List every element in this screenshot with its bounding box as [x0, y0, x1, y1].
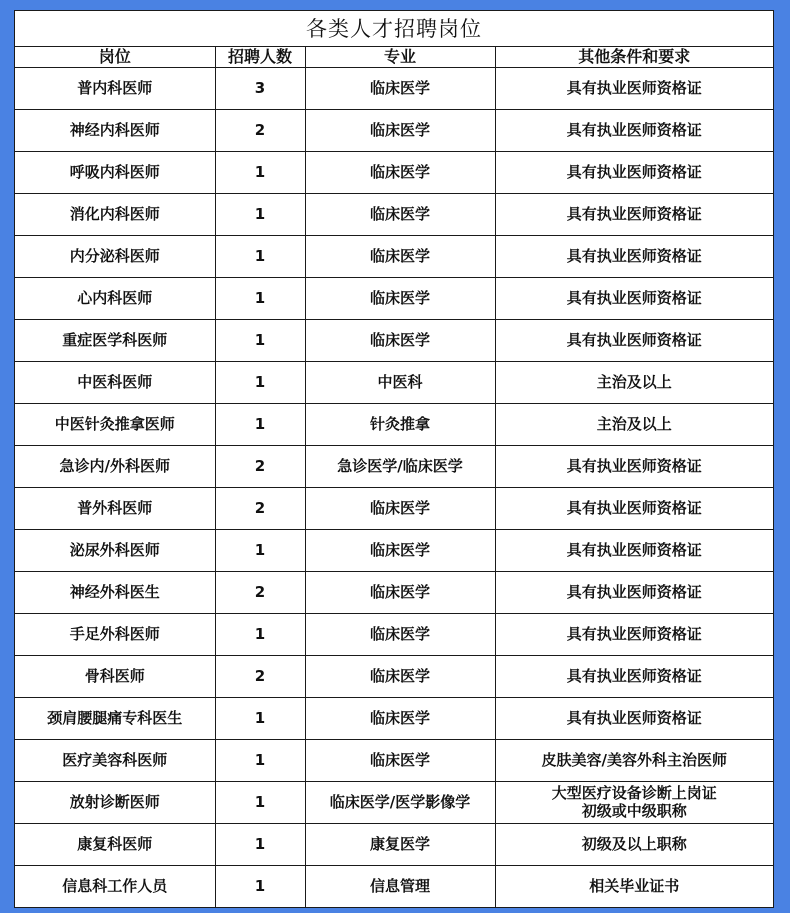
cell-position: 颈肩腰腿痛专科医生	[15, 697, 215, 739]
cell-requirements: 初级及以上职称	[495, 823, 773, 865]
cell-requirements: 具有执业医师资格证	[495, 613, 773, 655]
cell-major: 临床医学	[305, 319, 495, 361]
cell-count: 1	[215, 235, 305, 277]
header-requirements: 其他条件和要求	[495, 47, 773, 67]
cell-major: 急诊医学/临床医学	[305, 445, 495, 487]
table-row	[15, 613, 773, 655]
cell-count: 2	[215, 109, 305, 151]
table-row	[15, 445, 773, 487]
cell-requirements: 具有执业医师资格证	[495, 655, 773, 697]
cell-requirements: 具有执业医师资格证	[495, 109, 773, 151]
table-row	[15, 361, 773, 403]
cell-major: 临床医学	[305, 529, 495, 571]
cell-position: 神经外科医生	[15, 571, 215, 613]
cell-position: 心内科医师	[15, 277, 215, 319]
cell-count: 1	[215, 361, 305, 403]
cell-position: 重症医学科医师	[15, 319, 215, 361]
cell-count: 1	[215, 823, 305, 865]
cell-count: 2	[215, 445, 305, 487]
cell-count: 1	[215, 865, 305, 907]
cell-count: 1	[215, 277, 305, 319]
table-row	[15, 655, 773, 697]
cell-requirements: 具有执业医师资格证	[495, 487, 773, 529]
header-count: 招聘人数	[215, 47, 305, 67]
cell-major: 临床医学	[305, 235, 495, 277]
cell-major: 临床医学	[305, 739, 495, 781]
cell-requirements-line: 初级或中级职称	[581, 802, 687, 820]
cell-position: 放射诊断医师	[15, 781, 215, 823]
cell-position: 普内科医师	[15, 67, 215, 109]
cell-count: 1	[215, 613, 305, 655]
cell-count: 1	[215, 151, 305, 193]
cell-requirements: 具有执业医师资格证	[495, 151, 773, 193]
cell-major: 临床医学	[305, 697, 495, 739]
cell-requirements: 具有执业医师资格证	[495, 193, 773, 235]
table-row	[15, 529, 773, 571]
cell-requirements: 主治及以上	[495, 403, 773, 445]
cell-position: 呼吸内科医师	[15, 151, 215, 193]
cell-major: 临床医学	[305, 67, 495, 109]
cell-major: 临床医学	[305, 277, 495, 319]
cell-requirements: 具有执业医师资格证	[495, 445, 773, 487]
cell-count: 1	[215, 739, 305, 781]
header-position: 岗位	[15, 47, 215, 67]
cell-requirements: 具有执业医师资格证	[495, 67, 773, 109]
table-row	[15, 277, 773, 319]
cell-position: 骨科医师	[15, 655, 215, 697]
cell-major: 康复医学	[305, 823, 495, 865]
cell-major: 临床医学	[305, 613, 495, 655]
cell-count: 1	[215, 697, 305, 739]
cell-count: 2	[215, 487, 305, 529]
cell-major: 临床医学	[305, 193, 495, 235]
table-row	[15, 487, 773, 529]
header-row	[15, 47, 773, 67]
header-major: 专业	[305, 47, 495, 67]
table-row	[15, 193, 773, 235]
table-row	[15, 781, 773, 823]
cell-requirements: 具有执业医师资格证	[495, 571, 773, 613]
table-body	[15, 67, 773, 907]
cell-position: 医疗美容科医师	[15, 739, 215, 781]
cell-count: 2	[215, 571, 305, 613]
table-row	[15, 319, 773, 361]
recruitment-sheet	[14, 10, 774, 908]
cell-position: 康复科医师	[15, 823, 215, 865]
cell-count: 2	[215, 655, 305, 697]
cell-requirements: 具有执业医师资格证	[495, 235, 773, 277]
cell-position: 消化内科医师	[15, 193, 215, 235]
cell-requirements-line: 大型医疗设备诊断上岗证	[551, 784, 717, 802]
cell-major: 临床医学	[305, 571, 495, 613]
cell-count: 1	[215, 193, 305, 235]
cell-position: 信息科工作人员	[15, 865, 215, 907]
cell-requirements: 具有执业医师资格证	[495, 319, 773, 361]
cell-requirements: 具有执业医师资格证	[495, 529, 773, 571]
table-row	[15, 67, 773, 109]
cell-position: 中医科医师	[15, 361, 215, 403]
cell-position: 手足外科医师	[15, 613, 215, 655]
cell-count: 1	[215, 403, 305, 445]
cell-major: 临床医学	[305, 655, 495, 697]
table-row	[15, 403, 773, 445]
cell-count: 3	[215, 67, 305, 109]
cell-major: 针灸推拿	[305, 403, 495, 445]
table-row	[15, 865, 773, 907]
cell-count: 1	[215, 529, 305, 571]
cell-requirements: 主治及以上	[495, 361, 773, 403]
cell-position: 泌尿外科医师	[15, 529, 215, 571]
table-row	[15, 823, 773, 865]
cell-major: 临床医学	[305, 151, 495, 193]
cell-major: 中医科	[305, 361, 495, 403]
cell-position: 急诊内/外科医师	[15, 445, 215, 487]
cell-position: 神经内科医师	[15, 109, 215, 151]
cell-requirements: 具有执业医师资格证	[495, 697, 773, 739]
cell-position: 普外科医师	[15, 487, 215, 529]
sheet-title: 各类人才招聘岗位	[15, 11, 773, 47]
cell-major: 临床医学/医学影像学	[305, 781, 495, 823]
cell-major: 临床医学	[305, 109, 495, 151]
cell-requirements: 具有执业医师资格证	[495, 277, 773, 319]
table-row	[15, 739, 773, 781]
recruitment-table	[15, 47, 773, 907]
cell-requirements: 相关毕业证书	[495, 865, 773, 907]
cell-major: 信息管理	[305, 865, 495, 907]
cell-major: 临床医学	[305, 487, 495, 529]
table-row	[15, 697, 773, 739]
cell-count: 1	[215, 319, 305, 361]
table-row	[15, 571, 773, 613]
cell-position: 中医针灸推拿医师	[15, 403, 215, 445]
cell-requirements	[495, 781, 773, 823]
table-row	[15, 235, 773, 277]
cell-count: 1	[215, 781, 305, 823]
cell-requirements: 皮肤美容/美容外科主治医师	[495, 739, 773, 781]
cell-position: 内分泌科医师	[15, 235, 215, 277]
table-row	[15, 109, 773, 151]
table-row	[15, 151, 773, 193]
